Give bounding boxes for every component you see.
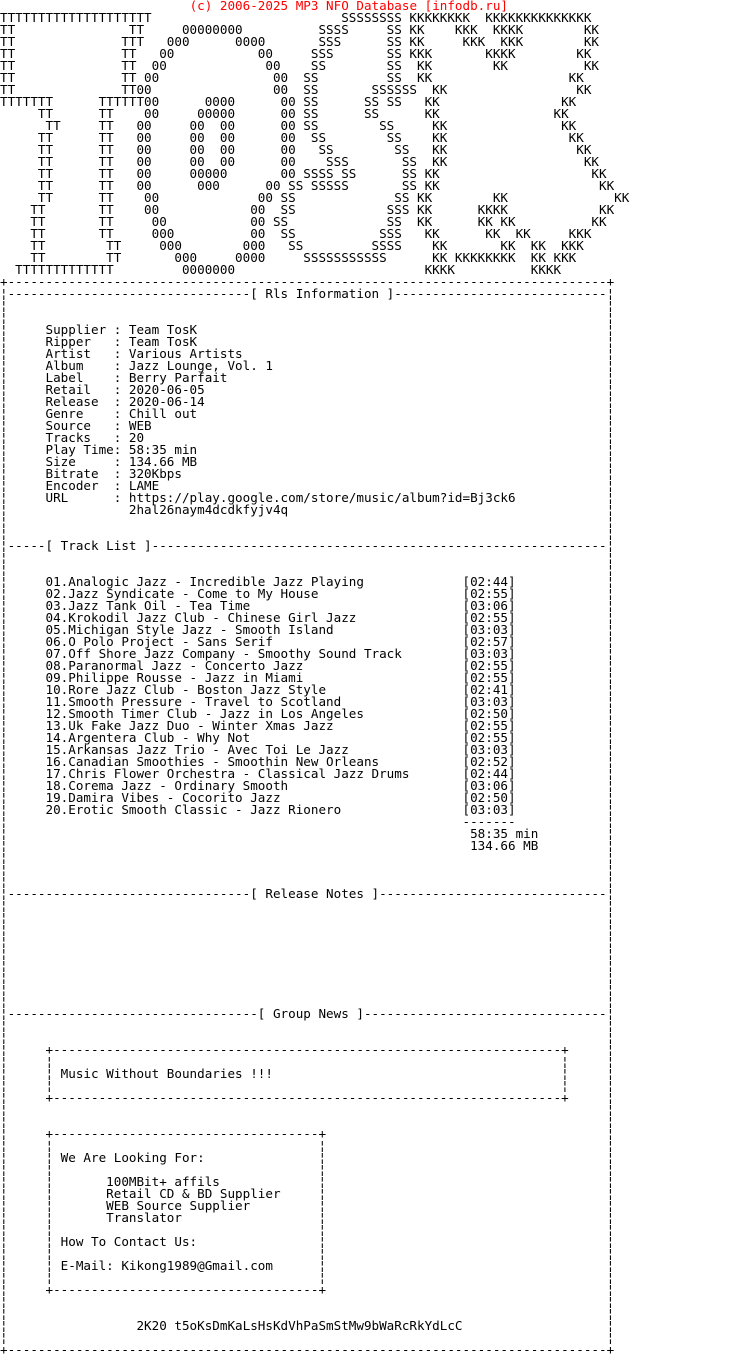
nfo-line: ¦ 08.Paranormal Jazz - Concerto Jazz [02:55] ¦ <box>0 658 615 673</box>
nfo-line: ¦ 10.Rore Jazz Club - Boston Jazz Style [02:41] ¦ <box>0 682 615 697</box>
nfo-line: ¦ Encoder : LAME ¦ <box>0 478 615 493</box>
nfo-line: ¦ ¦ 100MBit+ affils ¦ ¦ <box>0 1174 615 1189</box>
nfo-line: ¦ ¦ <box>0 514 615 529</box>
nfo-line: ¦ 2hal26naym4dcdkfyjv4q ¦ <box>0 502 615 517</box>
nfo-line: ¦ ¦ <box>0 1306 615 1321</box>
nfo-line: ¦ ------- ¦ <box>0 814 615 829</box>
nfo-line: ¦ 134.66 MB ¦ <box>0 838 615 853</box>
nfo-line: ¦ Play Time: 58:35 min ¦ <box>0 442 615 457</box>
nfo-line: TT TT 00 00 SS SS KK KK <box>0 70 584 85</box>
nfo-line: ¦ Supplier : Team TosK ¦ <box>0 322 615 337</box>
nfo-line: ¦--------------------------------[ Rls Information ]----------------------------¦ <box>0 286 615 301</box>
nfo-line: TT TT 00 00 00 00 SS SS KK KK <box>0 130 584 145</box>
nfo-line: ¦ Label : Berry Parfait ¦ <box>0 370 615 385</box>
nfo-line: ¦ ¦ <box>0 1102 615 1117</box>
nfo-line: ¦ 19.Damira Vibes - Cocorito Jazz [02:50] ¦ <box>0 790 615 805</box>
nfo-line: ¦ 13.Uk Fake Jazz Duo - Winter Xmas Jazz [02:55] ¦ <box>0 718 615 733</box>
nfo-line: TT TT 000 0000 SSSSSSSSSSS KK KKKKKKKK KK KKK <box>0 250 577 265</box>
nfo-line: ¦ ¦ <box>0 550 615 565</box>
nfo-line: +-------------------------------------------------------------------------------+ <box>0 1342 615 1357</box>
nfo-line: ¦ 14.Argentera Club - Why Not [02:55] ¦ <box>0 730 615 745</box>
nfo-body <box>0 10 629 1357</box>
nfo-line: TT TT 00 00 SSS SS KKK KKKK KK <box>0 46 592 61</box>
nfo-line: ¦ ¦ <box>0 994 615 1009</box>
nfo-line: TTTTTTT TTTTTT00 0000 00 SS SS SS KK KK <box>0 94 577 109</box>
nfo-line: ¦ 05.Michigan Style Jazz - Smooth Island [03:03] ¦ <box>0 622 615 637</box>
nfo-line: ¦ Bitrate : 320Kbps ¦ <box>0 466 615 481</box>
nfo-line: ¦ Genre : Chill out ¦ <box>0 406 615 421</box>
nfo-line: ¦ ¦ <box>0 898 615 913</box>
nfo-line: TT TT 000 000 SS SSSS KK KK KK KKK <box>0 238 584 253</box>
nfo-line: ¦ Tracks : 20 ¦ <box>0 430 615 445</box>
nfo-line: ¦---------------------------------[ Group News ]--------------------------------¦ <box>0 1006 615 1021</box>
nfo-line: ¦ Ripper : Team TosK ¦ <box>0 334 615 349</box>
nfo-line: TT TT 00000000 SSSS SS KK KKK KKKK KK <box>0 22 599 37</box>
nfo-line: ¦ ¦ ¦ ¦ <box>0 1222 615 1237</box>
nfo-line: ¦--------------------------------[ Release Notes ]------------------------------¦ <box>0 886 615 901</box>
nfo-line: TT TT 00 00 00 00 SS SS KK KK <box>0 118 577 133</box>
nfo-line: ¦ ¦ ¦ ¦ <box>0 1162 615 1177</box>
nfo-line: ¦ ¦ Translator ¦ ¦ <box>0 1210 615 1225</box>
nfo-line: ¦ ¦ E-Mail: Kikong1989@Gmail.com ¦ ¦ <box>0 1258 615 1273</box>
nfo-line: ¦ ¦ <box>0 298 615 313</box>
nfo-line: ¦ ¦ Music Without Boundaries !!! ¦ ¦ <box>0 1066 615 1081</box>
nfo-line: ¦ 2K20 t5oKsDmKaLsHsKdVhPaSmStMw9bWaRcRkYdLcC ¦ <box>0 1318 615 1333</box>
nfo-line: ¦ URL : https://play.google.com/store/music/album?id=Bj3ck6 ¦ <box>0 490 615 505</box>
nfo-line: ¦ 07.Off Shore Jazz Company - Smoothy Sound Track [03:03] ¦ <box>0 646 615 661</box>
nfo-line: ¦ 58:35 min ¦ <box>0 826 615 841</box>
nfo-line: ¦ Retail : 2020-06-05 ¦ <box>0 382 615 397</box>
nfo-line: TT TT 00 00 SS SS KK KK KK <box>0 58 599 73</box>
nfo-line: TT TT 00 00 SS SSS KK KKKK KK <box>0 202 615 217</box>
nfo-line: ¦ 15.Arkansas Jazz Trio - Avec Toi Le Jazz [03:03] ¦ <box>0 742 615 757</box>
nfo-line: ¦ ¦ ¦ ¦ <box>0 1246 615 1261</box>
nfo-line: TT TT 000 00 SS SSS KK KK KK KKK <box>0 226 592 241</box>
nfo-database-credit-link[interactable]: (c) 2006-2025 MP3 NFO Database [infodb.ru] <box>189 0 509 13</box>
nfo-line: TT TT 00 00 SS SS KK KK KK KK <box>0 214 607 229</box>
nfo-line: ¦ +-----------------------------------+ ¦ <box>0 1126 615 1141</box>
nfo-line: ¦ ¦ WEB Source Supplier ¦ ¦ <box>0 1198 615 1213</box>
nfo-line: TT TT 00 00 SS SS KK KK KK <box>0 190 630 205</box>
nfo-line: ¦ ¦ <box>0 310 615 325</box>
nfo-line: ¦ 12.Smooth Timer Club - Jazz in Los Angeles [02:50] ¦ <box>0 706 615 721</box>
nfo-line: TT TT 00 00 00 00 SS SS KK KK <box>0 142 592 157</box>
nfo-line: ¦ ¦ <box>0 922 615 937</box>
nfo-line: TTTTTTTTTTTTTTTTTTTT SSSSSSSS KKKKKKKK KKKKKKKKKKKKKK <box>0 10 592 25</box>
nfo-line: TT TT 00 000 00 SS SSSSS SS KK KK <box>0 178 615 193</box>
nfo-line: ¦ ¦ <box>0 850 615 865</box>
nfo-line: ¦ 02.Jazz Syndicate - Come to My House [02:55] ¦ <box>0 586 615 601</box>
nfo-line: ¦ ¦ <box>0 982 615 997</box>
nfo-line: ¦ ¦ <box>0 562 615 577</box>
nfo-line: ¦ ¦ Retail CD & BD Supplier ¦ ¦ <box>0 1186 615 1201</box>
nfo-line: ¦ ¦ <box>0 1114 615 1129</box>
nfo-line: ¦ ¦ <box>0 862 615 877</box>
nfo-line: ¦ ¦ <box>0 1030 615 1045</box>
nfo-line: ¦ ¦ How To Contact Us: ¦ ¦ <box>0 1234 615 1249</box>
nfo-line: ¦ ¦ ¦ ¦ <box>0 1078 615 1093</box>
nfo-line: ¦ ¦ <box>0 958 615 973</box>
nfo-line: ¦ ¦ <box>0 526 615 541</box>
nfo-line: ¦ Album : Jazz Lounge, Vol. 1 ¦ <box>0 358 615 373</box>
nfo-line: ¦ Release : 2020-06-14 ¦ <box>0 394 615 409</box>
nfo-line: TTTTTTTTTTTTT 0000000 KKKK KKKK <box>0 262 562 277</box>
nfo-line: ¦ ¦ ¦ ¦ <box>0 1138 615 1153</box>
nfo-line: ¦ 18.Corema Jazz - Ordinary Smooth [03:06] ¦ <box>0 778 615 793</box>
nfo-line: ¦ ¦ <box>0 1294 615 1309</box>
nfo-line: ¦ ¦ ¦ ¦ <box>0 1054 615 1069</box>
nfo-line: ¦ ¦ We Are Looking For: ¦ ¦ <box>0 1150 615 1165</box>
nfo-line: +-------------------------------------------------------------------------------+ <box>0 274 615 289</box>
nfo-line: ¦ 17.Chris Flower Orchestra - Classical Jazz Drums [02:44] ¦ <box>0 766 615 781</box>
nfo-line: TT TT00 00 SS SSSSSS KK KK <box>0 82 592 97</box>
nfo-line: ¦ 03.Jazz Tank Oil - Tea Time [03:06] ¦ <box>0 598 615 613</box>
nfo-line: ¦ ¦ <box>0 934 615 949</box>
nfo-line: ¦ ¦ <box>0 1018 615 1033</box>
nfo-line: ¦ 04.Krokodil Jazz Club - Chinese Girl Jazz [02:55] ¦ <box>0 610 615 625</box>
nfo-line: ¦ +-------------------------------------------------------------------+ ¦ <box>0 1090 615 1105</box>
nfo-line: ¦ Artist : Various Artists ¦ <box>0 346 615 361</box>
nfo-line: ¦ 09.Philippe Rousse - Jazz in Miami [02:55] ¦ <box>0 670 615 685</box>
nfo-line: ¦ ¦ <box>0 910 615 925</box>
nfo-line: ¦ +-----------------------------------+ ¦ <box>0 1282 615 1297</box>
nfo-line: TT TT 00 00000 00 SSSS SS SS KK KK <box>0 166 607 181</box>
nfo-line: ¦ ¦ <box>0 874 615 889</box>
nfo-line: ¦-----[ Track List ]------------------------------------------------------------¦ <box>0 538 615 553</box>
nfo-line: ¦ 16.Canadian Smoothies - Smoothin New Orleans [02:52] ¦ <box>0 754 615 769</box>
nfo-line: ¦ 01.Analogic Jazz - Incredible Jazz Playing [02:44] ¦ <box>0 574 615 589</box>
nfo-line: ¦ ¦ ¦ ¦ <box>0 1270 615 1285</box>
nfo-line: ¦ 20.Erotic Smooth Classic - Jazz Rionero [03:03] ¦ <box>0 802 615 817</box>
nfo-line: TT TT 00 00 00 00 SSS SS KK KK <box>0 154 599 169</box>
nfo-line: ¦ ¦ <box>0 946 615 961</box>
nfo-line: ¦ 11.Smooth Pressure - Travel to Scotland [03:03] ¦ <box>0 694 615 709</box>
nfo-line: ¦ Size : 134.66 MB ¦ <box>0 454 615 469</box>
nfo-line: ¦ 06.O Polo Project - Sans Serif [02:57] ¦ <box>0 634 615 649</box>
nfo-line: TT TT 00 00000 00 SS SS KK KK <box>0 106 569 121</box>
nfo-line: ¦ ¦ <box>0 1330 615 1345</box>
nfo-line: ¦ ¦ <box>0 970 615 985</box>
nfo-line: TT TTT 000 0000 SSS SS KK KKK KKK KK <box>0 34 599 49</box>
nfo-line: ¦ Source : WEB ¦ <box>0 418 615 433</box>
nfo-line: ¦ +-------------------------------------------------------------------+ ¦ <box>0 1042 615 1057</box>
